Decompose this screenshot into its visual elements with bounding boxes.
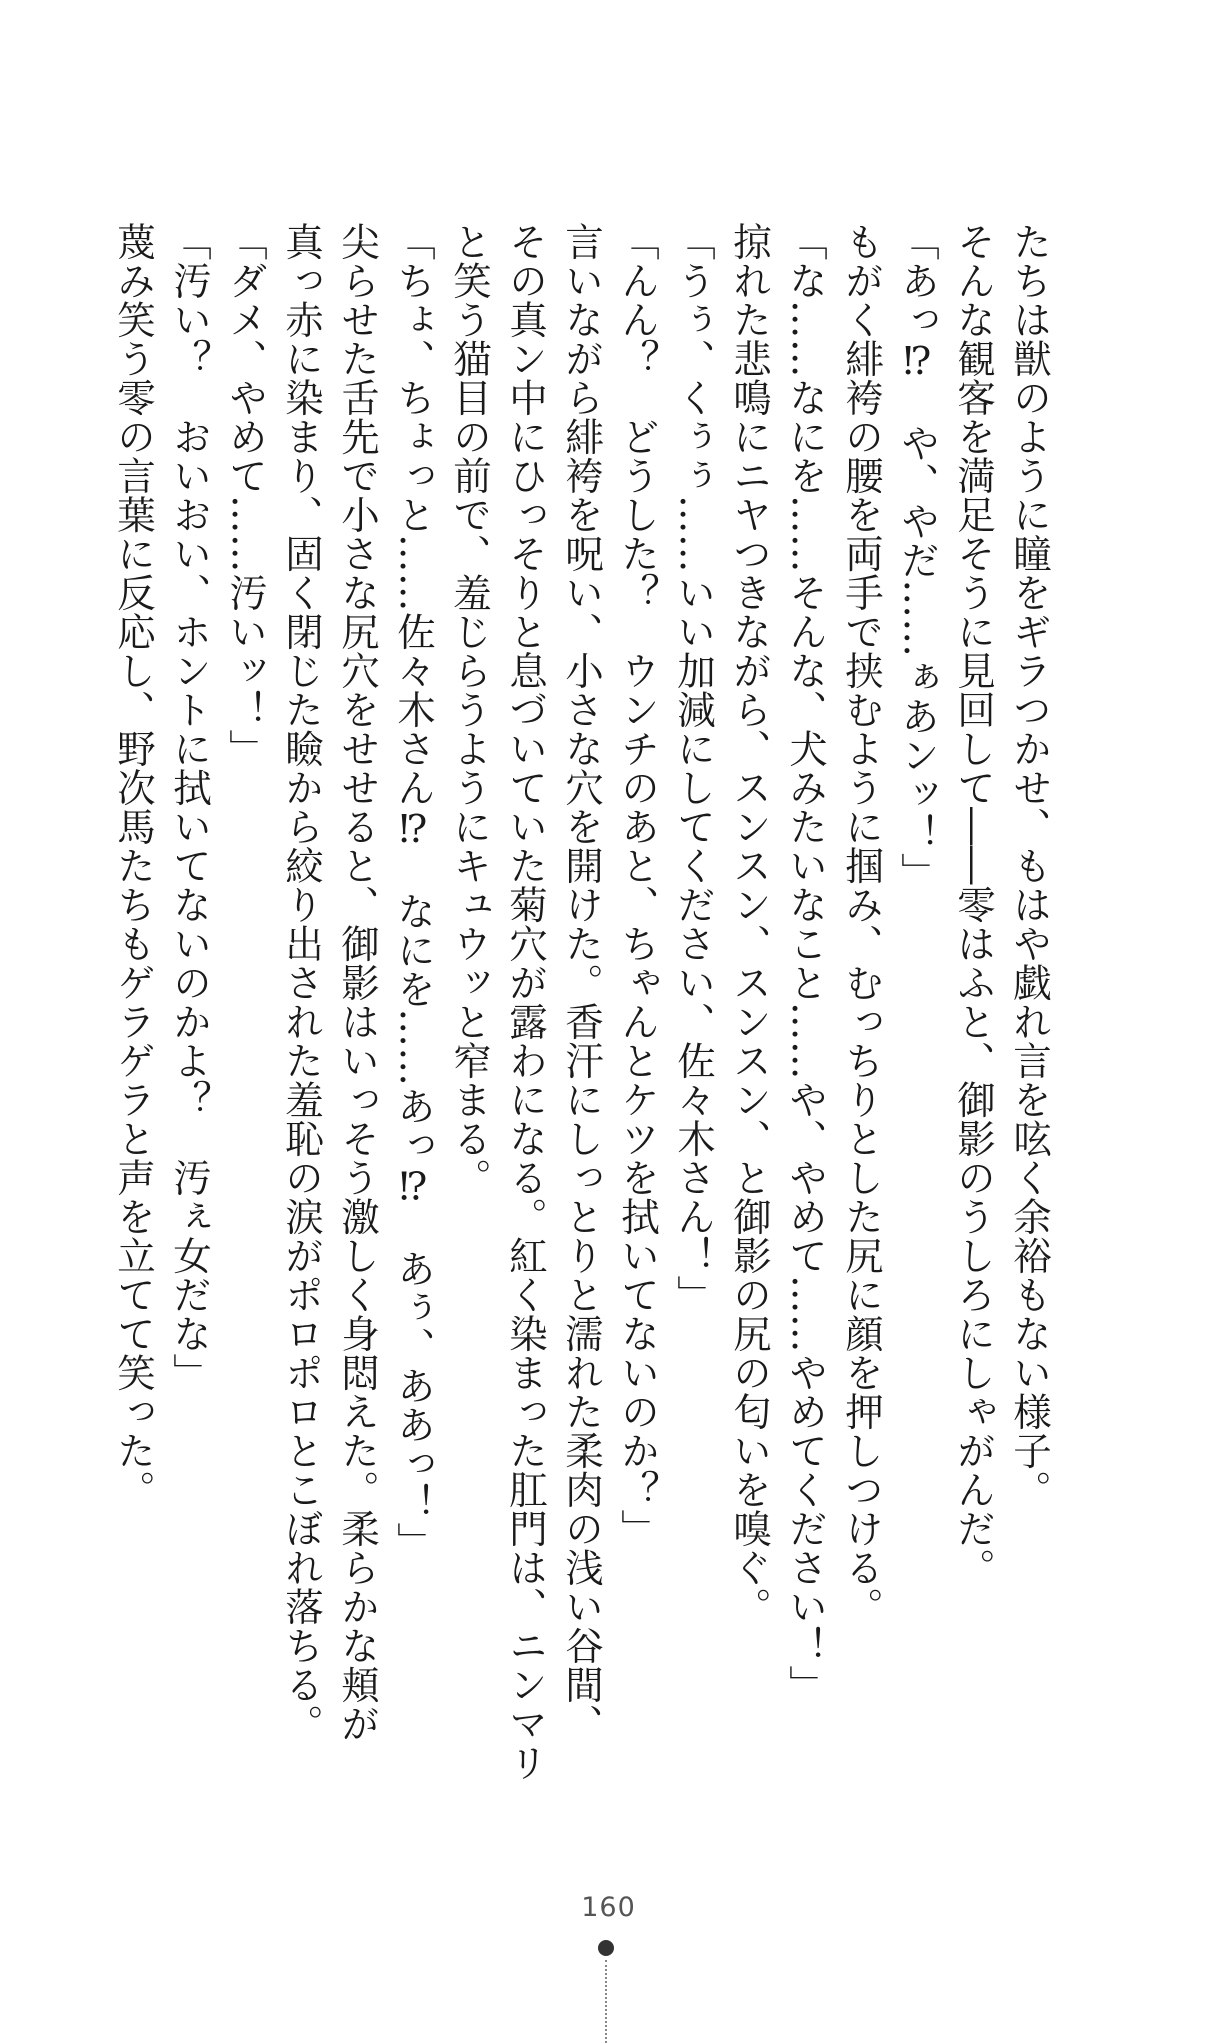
text-line: 「な……なにを……そんな、犬みたいなこと……や、やめて……やめてください！」 — [783, 222, 828, 1704]
text-line: その真ン中にひっそりと息づいていた菊穴が露わになる。紅く染まった肛門は、ニンマリ — [503, 222, 548, 1782]
text-line: 「うぅ、くぅぅ……いい加減にしてください、佐々木さん！」 — [671, 222, 716, 1314]
text-line: 「ちょ、ちょっと……佐々木さん⁉ なにを……あっ⁉ あぅ、ああっ！」 — [391, 222, 436, 1561]
text-line: と笑う猫目の前で、羞じらうようにキュウッと窄まる。 — [447, 222, 492, 1197]
text-line: 「んん？ どうした？ ウンチのあと、ちゃんとケツを拭いてないのか？」 — [615, 222, 660, 1548]
text-line: 「あっ⁉ や、やだ……ぁあンッ！」 — [895, 222, 940, 892]
text-line: 「ダメ、やめて……汚いッ！」 — [223, 222, 268, 768]
text-line: たちは獣のように瞳をギラつかせ、もはや戯れ言を呟く余裕もない様子。 — [1007, 222, 1052, 1509]
text-line: 言いながら緋袴を呪い、小さな穴を開けた。香汗にしっとりと濡れた柔肉の浅い谷間、 — [559, 222, 604, 1743]
text-line: 真っ赤に染まり、固く閉じた瞼から絞り出された羞恥の涙がポロポロとこぼれ落ちる。 — [279, 222, 324, 1743]
text-line: 「汚い？ おいおい、ホントに拭いてないのかよ？ 汚ぇ女だな」 — [167, 222, 212, 1392]
text-line: そんな観客を満足そうに見回して――零はふと、御影のうしろにしゃがんだ。 — [951, 222, 996, 1587]
text-line: 蔑み笑う零の言葉に反応し、野次馬たちもゲラゲラと声を立てて笑った。 — [111, 222, 156, 1509]
body-text — [105, 222, 1057, 1782]
text-line: 掠れた悲鳴にニヤつきながら、スンスン、スンスン、と御影の尻の匂いを嗅ぐ。 — [727, 222, 772, 1626]
text-line: もがく緋袴の腰を両手で挟むように掴み、むっちりとした尻に顔を押しつける。 — [839, 222, 884, 1626]
text-line: 尖らせた舌先で小さな尻穴をせせると、御影はいっそう激しく身悶えた。柔らかな頬が — [335, 222, 380, 1743]
folio-dot-ornament — [598, 1940, 614, 1956]
folio-dotted-line — [605, 1960, 607, 2043]
page-number: 160 — [581, 1892, 636, 1923]
